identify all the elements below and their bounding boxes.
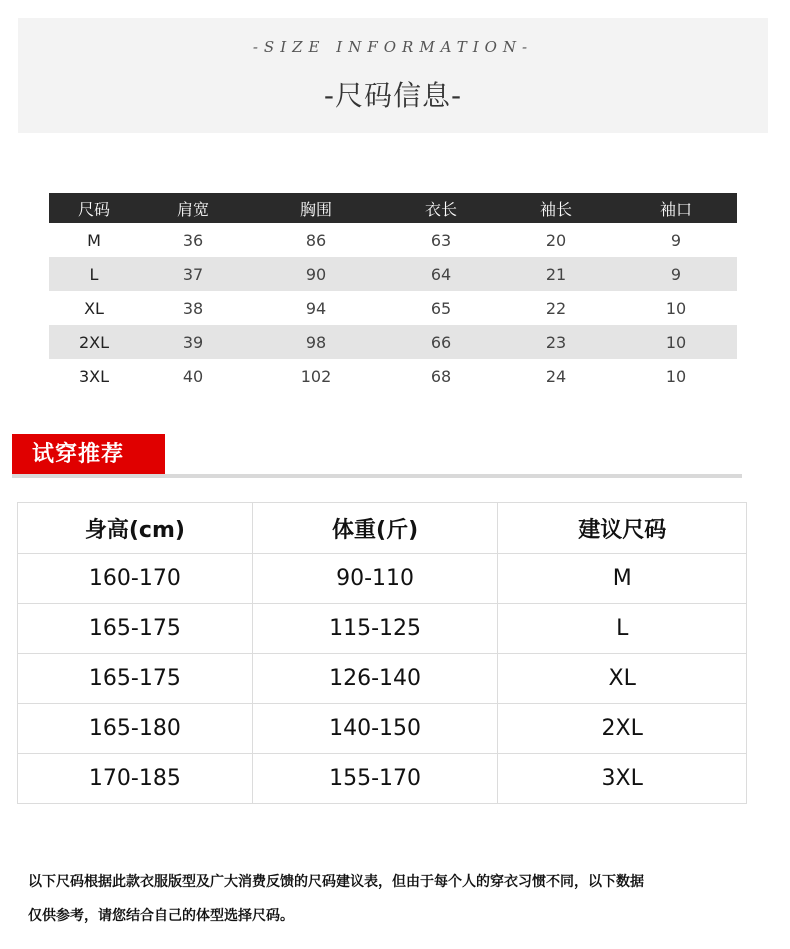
size-cell: 64 [385,257,497,291]
recommendation-cell: 165-175 [18,604,253,654]
size-cell: 10 [615,325,737,359]
recommendation-cell: L [498,604,747,654]
size-cell: 21 [497,257,615,291]
size-cell: 24 [545,366,567,386]
size-cell: 22 [545,298,567,318]
size-cell: 102 [300,366,332,386]
size-cell: 36 [182,230,204,250]
recommendation-row [18,704,747,754]
recommendation-row [18,604,747,654]
size-cell: 40 [182,366,204,386]
section-divider [12,474,742,478]
size-cell: 86 [305,230,327,250]
size-cell: 20 [545,230,567,250]
recommendation-cell: XL [498,654,747,704]
size-table-row [49,291,737,325]
size-cell: 98 [247,325,385,359]
recommendation-cell: M [498,554,747,604]
recommendation-cell: 2XL [498,704,747,754]
tryon-section-label: 试穿推荐 [12,434,165,475]
size-cell: 10 [665,366,687,386]
header-title-zh: -尺码信息- [323,79,463,112]
header-banner [18,18,768,133]
size-table [49,193,737,393]
size-cell: M [87,230,101,250]
size-cell: 68 [430,366,452,386]
recommendation-col-header: 身高(cm) [18,503,253,554]
size-cell: 65 [430,298,452,318]
size-cell: 38 [182,298,204,318]
size-col-header: 胸围 [247,193,385,223]
recommendation-row [18,554,747,604]
recommendation-row [18,754,747,804]
recommendation-table [17,502,747,804]
disclaimer-note-line1: 以下尺码根据此款衣服版型及广大消费反馈的尺码建议表，但由于每个人的穿衣习惯不同，以下数据 [28,874,644,890]
size-table-row [49,257,737,291]
size-cell: 39 [139,325,247,359]
header-title-en: -SIZE INFORMATION- [252,38,534,56]
size-cell: 63 [430,230,452,250]
recommendation-cell: 90-110 [252,554,498,604]
size-cell: 10 [665,298,687,318]
recommendation-cell: 170-185 [18,754,253,804]
size-cell: 66 [385,325,497,359]
size-table-row [49,359,737,393]
size-col-header: 肩宽 [139,193,247,223]
recommendation-cell: 115-125 [252,604,498,654]
recommendation-cell: 3XL [498,754,747,804]
size-cell: 9 [670,230,682,250]
recommendation-header-row [18,503,747,554]
recommendation-col-header: 体重(斤) [252,503,498,554]
size-col-header: 尺码 [49,193,139,223]
recommendation-col-header: 建议尺码 [498,503,747,554]
size-cell: 3XL [78,366,110,386]
size-cell: 2XL [49,325,139,359]
recommendation-cell: 160-170 [18,554,253,604]
size-col-header: 衣长 [385,193,497,223]
size-cell: XL [84,298,104,318]
size-cell: 90 [247,257,385,291]
recommendation-cell: 165-175 [18,654,253,704]
size-cell: 9 [615,257,737,291]
recommendation-cell: 140-150 [252,704,498,754]
size-cell: L [49,257,139,291]
size-cell: 94 [305,298,327,318]
size-table-row [49,325,737,359]
disclaimer-note-line2: 仅供参考，请您结合自己的体型选择尺码。 [28,908,294,924]
size-cell: 23 [497,325,615,359]
size-table-row [49,223,737,257]
recommendation-row [18,654,747,704]
recommendation-cell: 126-140 [252,654,498,704]
size-col-header: 袖口 [615,193,737,223]
recommendation-cell: 155-170 [252,754,498,804]
size-cell: 37 [139,257,247,291]
recommendation-cell: 165-180 [18,704,253,754]
size-col-header: 袖长 [497,193,615,223]
size-table-header-row [49,193,737,223]
